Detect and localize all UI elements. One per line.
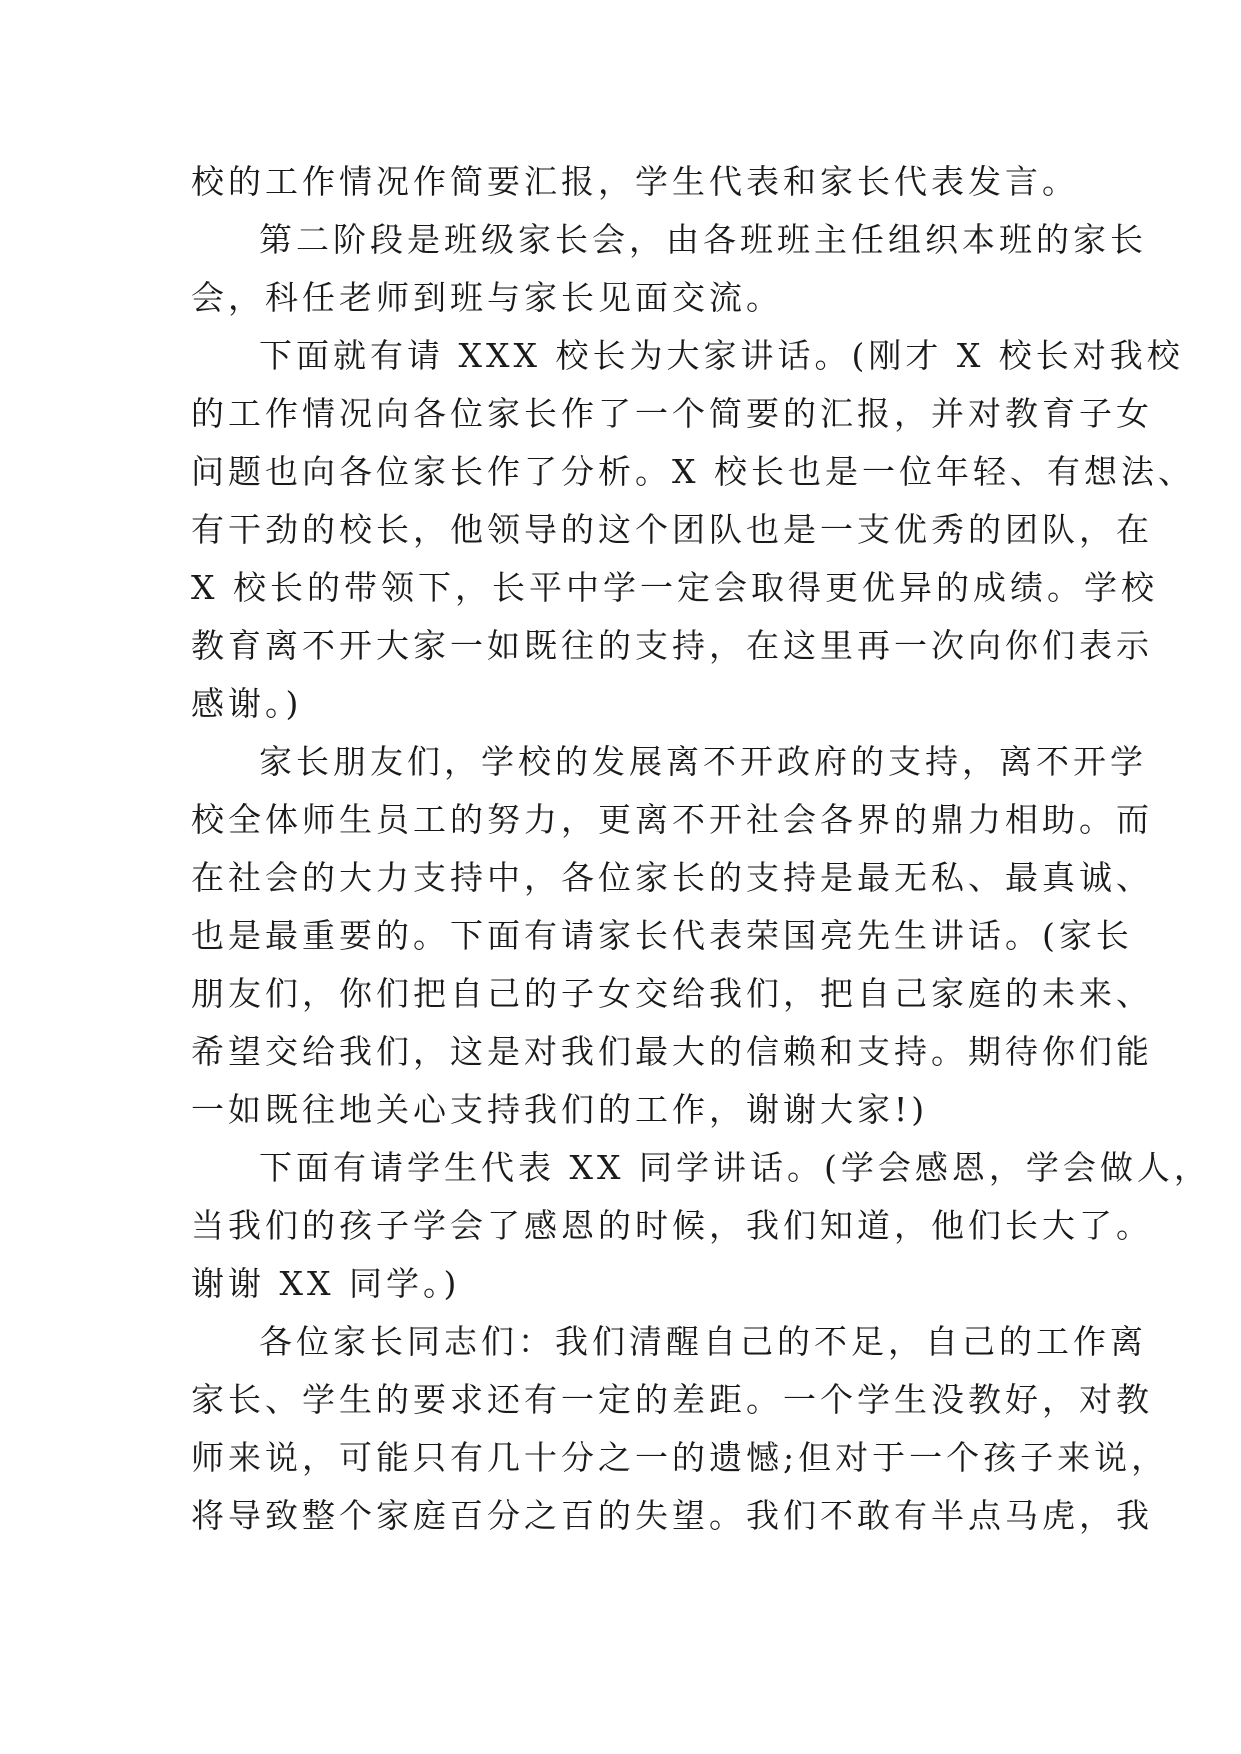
paragraph-5: [191, 1139, 1211, 1313]
text-line: 校的工作情况作简要汇报，学生代表和家长代表发言。: [191, 162, 1079, 201]
text-line: 将导致整个家庭百分之百的失望。我们不敢有半点马虎，我: [191, 1496, 1153, 1535]
text-line: 希望交给我们，这是对我们最大的信赖和支持。期待你们能: [191, 1032, 1153, 1071]
text-line: 教育离不开大家一如既往的支持，在这里再一次向你们表示: [191, 626, 1153, 665]
text-line: 会，科任老师到班与家长见面交流。: [191, 278, 783, 317]
text-line: 家长、学生的要求还有一定的差距。一个学生没教好，对教: [191, 1380, 1153, 1419]
text-line: 下面就有请 XXX 校长为大家讲话。(刚才 X 校长对我校: [259, 336, 1184, 375]
text-line: 也是最重要的。下面有请家长代表荣国亮先生讲话。(家长: [191, 916, 1133, 955]
paragraph-2: [191, 211, 1147, 327]
document-body: [191, 153, 1211, 1545]
text-line: 有干劲的校长，他领导的这个团队也是一支优秀的团队，在: [191, 510, 1153, 549]
text-line: 感谢。): [191, 684, 303, 723]
paragraph-4: [191, 733, 1153, 1139]
text-line: 各位家长同志们：我们清醒自己的不足，自己的工作离: [259, 1322, 1147, 1361]
paragraph-6: [191, 1313, 1169, 1545]
text-line: 的工作情况向各位家长作了一个简要的汇报，并对教育子女: [191, 394, 1153, 433]
text-line: 谢谢 XX 同学。): [191, 1264, 461, 1303]
text-line: 校全体师生员工的努力，更离不开社会各界的鼎力相助。而: [191, 800, 1153, 839]
text-line: 师来说，可能只有几十分之一的遗憾;但对于一个孩子来说，: [191, 1438, 1169, 1477]
text-line: X 校长的带领下，长平中学一定会取得更优异的成绩。学校: [191, 568, 1158, 607]
text-line: 一如既往地关心支持我们的工作，谢谢大家!): [191, 1090, 929, 1129]
text-line: 问题也向各位家长作了分析。X 校长也是一位年轻、有想法、: [191, 452, 1195, 491]
text-line: 在社会的大力支持中，各位家长的支持是最无私、最真诚、: [191, 858, 1153, 897]
paragraph-1: [191, 153, 1079, 211]
text-line: 朋友们，你们把自己的子女交给我们，把自己家庭的未来、: [191, 974, 1153, 1013]
text-line: 当我们的孩子学会了感恩的时候，我们知道，他们长大了。: [191, 1206, 1153, 1245]
paragraph-3: [191, 327, 1195, 733]
text-line: 家长朋友们，学校的发展离不开政府的支持，离不开学: [259, 742, 1147, 781]
text-line: 第二阶段是班级家长会，由各班班主任组织本班的家长: [259, 220, 1147, 259]
text-line: 下面有请学生代表 XX 同学讲话。(学会感恩，学会做人，: [259, 1148, 1211, 1187]
